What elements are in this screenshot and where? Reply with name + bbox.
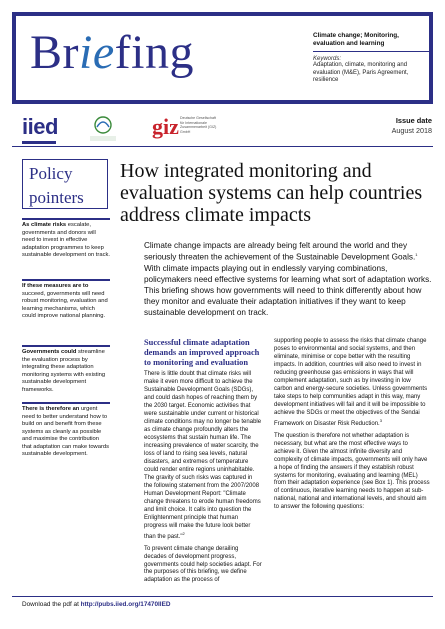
header-panel: [16, 16, 429, 100]
footer-divider: [12, 596, 433, 597]
topic-title: Climate change; Monitoring, evaluation and learning: [313, 32, 399, 47]
footer: Download the pdf at http://pubs.iied.org/17470IIED: [22, 601, 171, 608]
paragraph: supporting people to assess the risks that climate change poses to environmental and social systems, and then eliminate, minimise or cope better with the resulting impacts. In addition, countries will also need to invest in reducing greenhouse gas emissions in ways that will complement adaptation, such as by investing in low carbon and energy-secure societies. Unless governments take steps to help communities adapt in this way, many development initiatives will fail and it will be impossible to achieve the SDGs or meet the objectives of the Sendai Framework on Disaster Risk Reduction.$^3$: [274, 338, 428, 427]
cmcc-logo-icon: [88, 114, 118, 144]
policy-pointer-2: If these measures are to succeed, governments will need robust monitoring, evaluation and learning mechanisms, which could improve national planning.: [22, 279, 110, 321]
keywords-label: Keywords:: [313, 56, 342, 62]
article-column-2: [274, 338, 430, 516]
topic-box: [313, 32, 431, 98]
paragraph: There is little doubt that climate risks will make it even more difficult to achieve the Sustainable Development Goals (SDGs), and could dash hopes of reaching them by the 2030 target. Economic activities that were sustainable under current or historical climate conditions may no longer be tenable as climate change profoundly alters the ecosystems that sustain human life. The increasing prevalence of water scarcity, the loss of land to rising sea levels, natural disasters, and extremes of temperature could render entire regions uninhabitable. The gravity of such risks was captured in the following statement from the 2007/2008 Human Development Report: "Climate change threatens to erode human freedoms and limit choice. It calls into question the Enlightenment principle that human progress will make the future look better than the past."$^2$: [144, 371, 262, 540]
paragraph: To prevent climate change derailing decades of development progress, governments could help societies adapt. For the purposes of this briefing, we define adaptation as the process of: [144, 545, 262, 584]
header-divider: [12, 146, 433, 147]
issue-block: [340, 116, 432, 135]
keywords-text: Adaptation, climate, monitoring and evaluation (M&E), Paris Agreement, resilience: [313, 62, 409, 83]
topic-divider: [313, 51, 431, 52]
article-lead: Climate change impacts are already being felt around the world and they seriously threaten the achievement of the Sustainable Development Goals.$^1$ With climate impacts playing out in endlessly varying combinations, policymakers need effective systems for learning what sort of adaptation works. This briefing shows how governments will need to think differently about how they monitor and evaluate their adaptation initiatives if they want to keep sustainable development on track.: [144, 241, 432, 317]
issue-date: August 2018: [391, 126, 432, 135]
policy-pointer-1: As climate risks escalate, governments and donors will need to invest in effective adaptation programmes to keep sustainable development on track.: [22, 218, 110, 260]
section-subhead: Successful climate adaptation demands an improved approach to monitoring and evaluation: [144, 338, 260, 368]
download-link[interactable]: http://pubs.iied.org/17470IIED: [80, 601, 171, 608]
policy-pointers-heading: Policy pointers: [22, 159, 108, 209]
iied-logo: iied: [22, 114, 58, 144]
briefing-header: [12, 12, 433, 104]
policy-pointer-3: Governments could streamline the evaluation process by integrating these adaptation monitoring systems with existing sustainable development frameworks.: [22, 345, 110, 394]
giz-logo-subtext: Deutsche Gesellschaft für Internationale Zusammenarbeit (GIZ) GmbH: [180, 116, 217, 135]
giz-logo: giz: [152, 114, 179, 139]
paragraph: The question is therefore not whether adaptation is necessary, but what are the most effective ways to achieve it. Given the almost infinite diversity and complexity of climate impacts, governments will only have a hope of finding the answers if they establish robust systems for monitoring, evaluating and learning (MEL) from their adaptation experience (see Box 1). This process of continuous, iterative learning needs to happen at sub-national, national and international levels, and should aim to answer the following questions:: [274, 432, 430, 511]
issue-date-label: Issue date: [395, 116, 432, 125]
article-title: How integrated monitoring and evaluation systems can help countries address climate impacts: [120, 160, 423, 226]
briefing-wordmark: Briefing: [30, 26, 194, 79]
policy-pointer-4: There is therefore an urgent need to better understand how to build on and benefit from these systems as cleanly as possible and maximise the contribution that adaptation can make towards sustainable development.: [22, 402, 110, 459]
article-column-1: [144, 338, 262, 589]
